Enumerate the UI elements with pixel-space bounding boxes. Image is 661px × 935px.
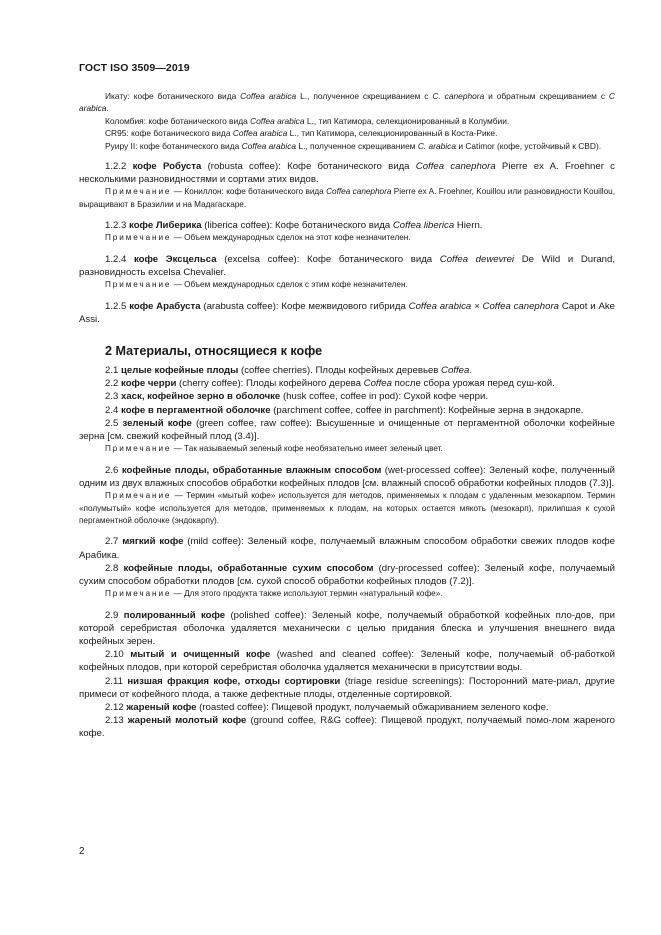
note-1-2-2: Примечание — Кониллон: кофе ботанического вида Coffea canephora Pierre ex A. Froehner, Kouillou или разновидности Kouillou, выращивают в Бразилии и на Мадагаскаре. bbox=[79, 187, 616, 209]
term-2-11: 2.11 низшая фракция кофе, отходы сортировки (triage residue screenings): Посторонний мате-риал, другие примеси от кофейного плода, а также дефектные плоды, отделенные сортировкой. bbox=[79, 675, 615, 700]
term-2-7: 2.7 мягкий кофе (mild coffee): Зеленый кофе, получаемый влажным способом обработки свежих плодов кофе Арабика. bbox=[79, 536, 615, 561]
document-body bbox=[79, 90, 615, 741]
term-1-2-4: 1.2.4 кофе Эксцельса (excelsa coffee): Кофе ботанического вида Coffea dewevrei De Wild и Durand, разновидность excelsa Chevalier. bbox=[79, 253, 615, 279]
term-1-2-3: 1.2.3 кофе Либерика (liberica coffee): Кофе ботанического вида Coffea liberica Hiern. bbox=[105, 220, 483, 232]
term-1-2-2: 1.2.2 кофе Робуста (robusta coffee): Кофе ботанического вида Coffea canephora Pierre ex A. Froehner с несколькими разновидностями и сортами этих видов. bbox=[79, 161, 615, 186]
page-number: 2 bbox=[79, 846, 85, 857]
note-1-2-3: Примечание — Объем международных сделок на этот кофе незначителен. bbox=[105, 233, 411, 243]
term-2-2: 2.2 кофе черри (cherry coffee): Плоды кофейного дерева Coffea после сбора урожая перед суш-кой. bbox=[105, 378, 555, 390]
document-header: ГОСТ ISO 3509—2019 bbox=[79, 62, 190, 74]
note-1-2-4: Примечание — Объем международных сделок с этим кофе незначителен. bbox=[105, 280, 408, 290]
term-2-12: 2.12 жареный кофе (roasted coffee): Пищевой продукт, получаемый обжариванием зеленого кофе. bbox=[105, 701, 549, 713]
term-2-3: 2.3 хаск, кофейное зерно в оболочке (husk coffee, coffee in pod): Сухой кофе черри. bbox=[105, 391, 488, 403]
term-2-5: 2.5 зеленый кофе (green coffee, raw coffee): Высушенные и очищенные от пергаментной оболочки кофейные зерна [см. свежий кофейный плод (3.4)]. bbox=[79, 417, 615, 443]
term-2-9: 2.9 полированный кофе (polished coffee): Зеленый кофе, получаемый обработкой кофейных пло-дов, при которой серебристая оболочка удаляется механически с целью придания блеска и улучшения внешнего вида кофейных зерен. bbox=[79, 609, 615, 647]
variety-ruiru: Руиру II: кофе ботанического вида Coffea arabica L., полученное скрещиванием C. arabica и Catimor (кофе, устойчивый к CBD). bbox=[105, 140, 602, 151]
note-2-8: Примечание — Для этого продукта также используют термин «натуральный кофе». bbox=[105, 589, 443, 599]
section-heading: 2 Материалы, относящиеся к кофе bbox=[105, 344, 323, 359]
note-2-5: Примечание — Так называемый зеленый кофе необязательно имеет зеленый цвет. bbox=[105, 444, 443, 454]
note-2-6: Примечание — Термин «мытый кофе» используется для методов, применяемых к плодам с удаленным мезокарпом. Термин «полумытый» кофе используется для методов, применяемых к плодам, на которых остается мякоть (мезокарп), прилипшая к сухой пергаментной оболочке (эндокарпу). bbox=[79, 491, 615, 525]
term-2-13: 2.13 жареный молотый кофе (ground coffee, R&G coffee): Пищевой продукт, получаемый помо-лом жареного кофе. bbox=[79, 715, 616, 740]
variety-ikatu: Икату: кофе ботанического вида Coffea arabica L., полученное скрещиванием с C. canephora и обратным скрещиванием с C arabica. bbox=[79, 91, 615, 114]
variety-cr95: CR95: кофе ботанического вида Coffea arabica L., тип Катимора, селекционированный в Коста-Рике. bbox=[105, 128, 498, 139]
term-2-6: 2.6 кофейные плоды, обработанные влажным способом (wet-processed coffee): Зеленый кофе, полученный одним из двух влажных способов обработки кофейных плодов [см. влажный способ обработки кофейных плодов (7.3)]. bbox=[79, 464, 615, 489]
term-1-2-5: 1.2.5 кофе Арабуста (arabusta coffee): Кофе межвидового гибрида Coffea arabica × Coffea canephora Capot и Ake Assi. bbox=[79, 300, 615, 325]
term-2-1: 2.1 целые кофейные плоды (coffee cherries). Плоды кофейных деревьев Coffea. bbox=[105, 365, 472, 377]
term-2-8: 2.8 кофейные плоды, обработанные сухим способом (dry-processed coffee): Зеленый кофе, получаемый сухим способом обработки плодов [см. сухой способ обработки кофейных плодов (7.2)]. bbox=[79, 562, 615, 587]
term-2-4: 2.4 кофе в пергаментной оболочке (parchment coffee, coffee in parchment): Кофейные зерна в эндокарпе. bbox=[105, 404, 584, 416]
variety-colombia: Коломбия: кофе ботанического вида Coffea arabica L., тип Катимора, селекционированный в Колумбии. bbox=[105, 115, 510, 126]
term-2-10: 2.10 мытый и очищенный кофе (washed and cleaned coffee): Зеленый кофе, получаемый об-работкой кофейных плодов, при которой серебристая оболочка удаляется механически в присутствии воды. bbox=[79, 649, 615, 674]
